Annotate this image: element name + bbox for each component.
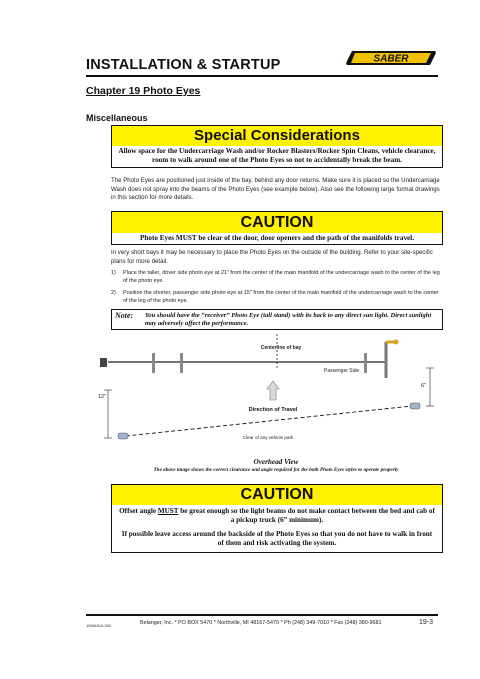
short-bay-paragraph: In very short bays it may be necessary to place the Photo Eyes on the outside of the building. Refer to your site-specific plans for more detail.	[111, 249, 433, 265]
caution-text-2a	[112, 505, 442, 527]
list-item-number: 2)	[111, 290, 116, 296]
manifold-bracket	[180, 353, 183, 373]
manifold-bracket	[152, 353, 155, 373]
page-number: 19-3	[419, 619, 434, 626]
note-box	[111, 309, 443, 330]
caution-box-2	[111, 484, 443, 553]
list-item-text: Position the shorter, passenger side photo eye at 15" from the center of the main manifold of the undercarriage wash to the center of the leg of the photo eye.	[123, 290, 439, 304]
manifold-bracket	[364, 353, 367, 373]
direction-arrow	[267, 381, 279, 400]
intro-paragraph: The Photo Eyes are positioned just inside of the bay, behind any door returns. Make sure it is placed so the Undercarriage Wash does not spray into the beams of the Photo Eyes (see example below). Also see the following large format drawings in this section for more details.	[111, 177, 440, 202]
footer-rule	[86, 614, 438, 616]
feed-fitting	[394, 340, 399, 345]
caption-title: Overhead View	[253, 458, 299, 466]
direction-label: Direction of Travel	[248, 407, 298, 413]
dimension-6-label: 6"	[421, 383, 427, 389]
manifold-end-left	[100, 358, 107, 367]
caption-text: The above image shows the correct clearance and angle required for the both Photo Eyes styles to operate properly	[153, 467, 399, 473]
special-considerations-title: Special Considerations	[112, 126, 442, 146]
note-label: Note:	[115, 311, 134, 320]
saber-logo	[346, 49, 438, 67]
overhead-view-diagram	[96, 334, 446, 446]
caution-title-2: CAUTION	[112, 485, 442, 505]
passenger-side-label: Passenger Side	[324, 368, 360, 374]
special-considerations-text: Allow space for the Undercarriage Wash and/or Rocker Blasters/Rocker Spin Cleans, vehicle clearance, room to walk around one of the Photo Eyes so not to accidentally break the beam.	[118, 147, 436, 164]
footer-address: Belanger, Inc. * PO BOX 5470 * Northville, MI 48167-5470 * Ph (248) 349-7010 * Fax (248) 380-9681	[140, 620, 382, 626]
caution-text-2b: If possible leave access around the backside of the Photo Eyes so that you do not have to walk in front of them and risk activating the system.	[121, 530, 433, 547]
chapter-heading: Chapter 19 Photo Eyes	[86, 85, 201, 97]
caution-text-2a-pre: Offset angle	[119, 507, 158, 515]
logo-text: SABER	[373, 53, 409, 65]
list-item	[111, 270, 441, 286]
caution-text-2a-must: MUST	[157, 507, 179, 515]
list-item-text: Place the taller, driver side photo eye at 21" from the center of the main manifold of the undercarriage wash to the center of the leg of the photo eye.	[123, 270, 440, 284]
caution-box-1	[111, 211, 443, 245]
section-heading: Miscellaneous	[86, 113, 148, 123]
caution-title-1: CAUTION	[112, 212, 442, 233]
list-item-number: 1)	[111, 270, 116, 276]
photo-eye-passenger	[410, 403, 420, 409]
caution-text-1: Photo Eyes MUST be clear of the door, door openers and the path of the manifolds travel.	[139, 234, 415, 242]
page-header-title: INSTALLATION & STARTUP	[86, 57, 281, 73]
caution-text-2a-post: be great enough so the light beams do not make contact between the bed and cab of a pickup truck (6” minimum).	[178, 507, 435, 524]
list-item	[111, 290, 441, 306]
header-rule	[86, 75, 438, 77]
dimension-12-label: 12"	[98, 394, 107, 400]
special-considerations-box	[111, 125, 443, 168]
footer-code: 15MANUL260	[86, 623, 112, 628]
note-text: You should have the “receiver” Photo Eye (tall stand) with its back to any direct sun light. Direct sunlight may adversely affect the performance.	[145, 312, 432, 327]
centerline-label: Centerline of bay	[260, 345, 302, 351]
photo-eye-driver	[118, 433, 128, 439]
clear-path-label: Clear of any vehicle path	[242, 435, 294, 440]
